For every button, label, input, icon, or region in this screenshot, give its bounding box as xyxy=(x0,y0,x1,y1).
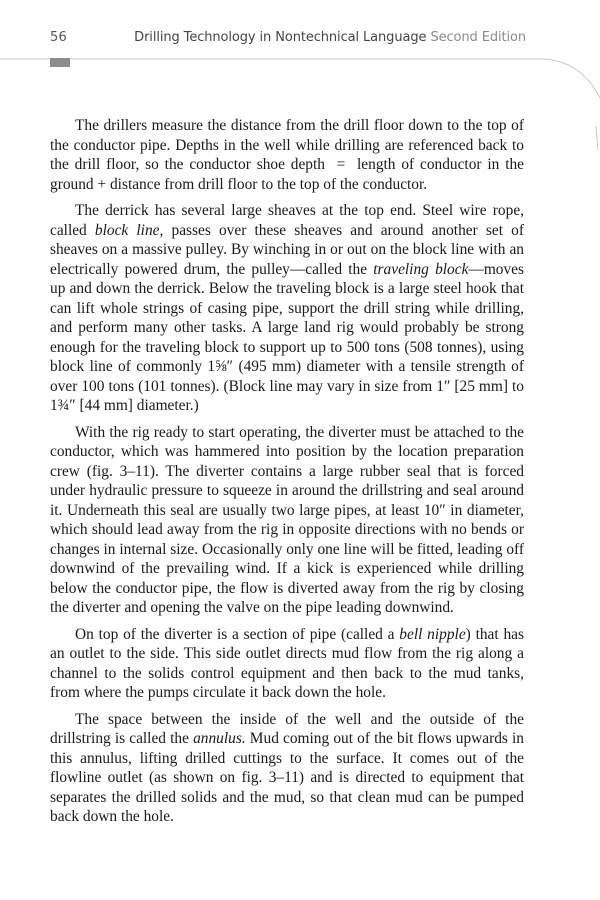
header-marker xyxy=(50,58,70,67)
body-text xyxy=(50,116,524,834)
paragraph-text: The derrick has several large sheaves at the top end. Steel wire rope, called xyxy=(50,202,524,239)
book-edition: Second Edition xyxy=(430,30,526,45)
paragraph xyxy=(50,116,524,194)
page-number: 56 xyxy=(50,30,67,45)
paragraph xyxy=(50,710,524,827)
paragraph-text: The space between the inside of the well and the outside of the drillstring is called the xyxy=(50,710,524,747)
italic-term: traveling block xyxy=(373,260,469,278)
paragraph-text: ) that has an outlet to the side. This side outlet directs mud flow from the rig along a channel to the solids control equipment and then back to the mud tanks, from where the pumps circulate it back down the hole. xyxy=(50,625,524,701)
italic-term: bell nipple xyxy=(399,625,466,643)
paragraph-text: —moves up and down the derrick. Below the traveling block is a large steel hook that can lift whole strings of casing pipe, support the drill string while drilling, and perform many other tasks. A large land rig would probably be strong enough for the traveling block to support up to 500 tons (508 tonnes), using block line of commonly 1⅝″ (495 mm) diameter with a tensile strength of over 100 tons (101 tonnes). (Block line may vary in size from 1″ [25 mm] to 1¾″ [44 mm] diameter.) xyxy=(50,260,524,414)
paragraph xyxy=(50,423,524,618)
italic-term: block line xyxy=(94,221,160,239)
paragraph-text: On top of the diverter is a section of pipe (called a xyxy=(75,625,400,643)
paragraph-text: With the rig ready to start operating, the diverter must be attached to the conductor, which was hammered into position by the location preparation crew (fig. 3–11). The diverter contains a large rubber seal that is forced under hydraulic pressure to squeeze in around the drillstring and seal around it. Underneath this seal are usually two large pipes, at least 10″ in diameter, which should lead away from the rig in opposite directions with no bends or changes in internal size. Occasionally only one line will be fitted, leading off downwind of the prevailing wind. If a kick is experienced while drilling below the conductor pipe, the flow is diverted away from the rig by closing the diverter and opening the valve on the pipe leading downwind. xyxy=(50,423,524,616)
paragraph xyxy=(50,625,524,703)
paragraph-text: Mud coming out of the bit flows upwards in this annulus, lifting drilled cuttings to the surface. It comes out of the flowline outlet (as shown on fig. 3–11) and is directed to equipment that separates the drilled solids and the mud, so that clean mud can be pumped back down the hole. xyxy=(50,730,525,825)
paragraph xyxy=(50,201,524,416)
paragraph-text: The drillers measure the distance from the drill floor down to the top of the conductor pipe. Depths in the well while drilling are referenced back to the drill floor, so the conductor shoe depth = length of conductor in the ground + distance from drill floor to the top of the conductor. xyxy=(50,117,524,193)
book-title: Drilling Technology in Nontechnical Language xyxy=(134,30,427,45)
running-head xyxy=(134,30,526,45)
italic-term: annulus. xyxy=(193,730,246,747)
paragraph-text: , passes over these sheaves and around another set of sheaves on a massive pulley. By winching in or out on the block line with an electrically powered drum, the pulley—called the xyxy=(50,221,524,278)
